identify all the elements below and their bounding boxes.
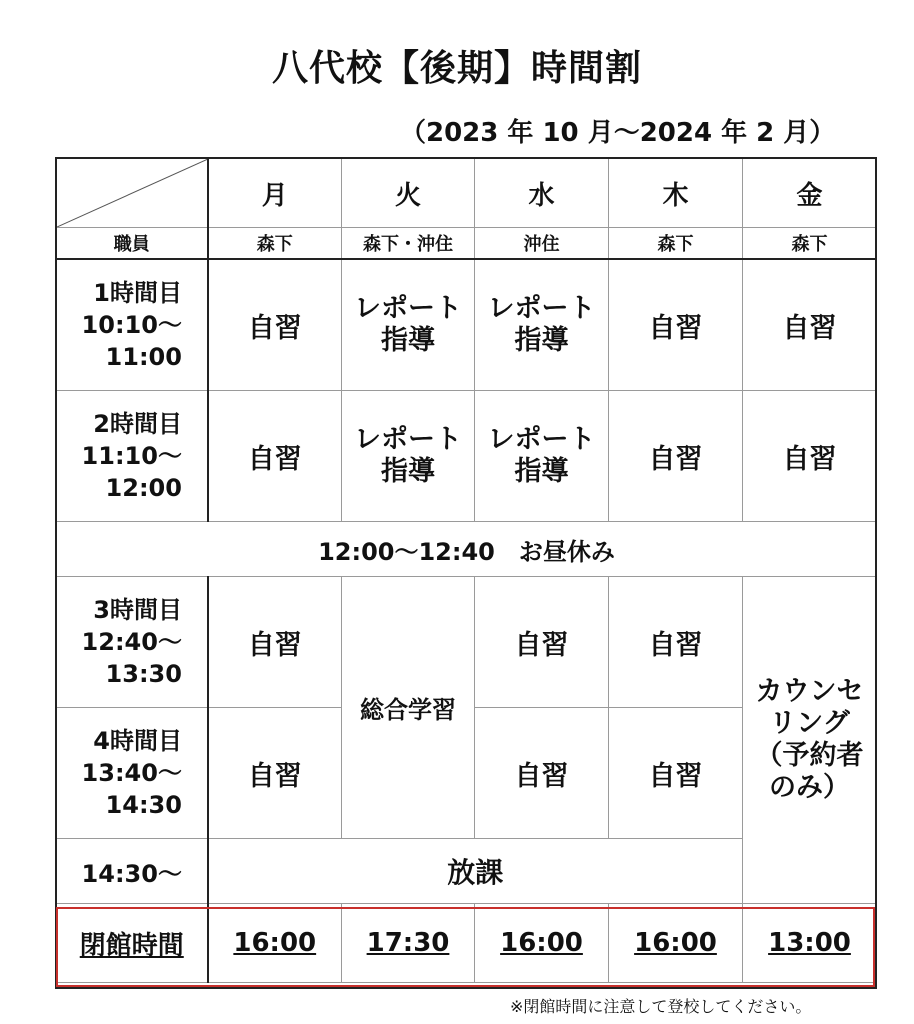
term-period: （2023 年 10 月～2024 年 2 月） xyxy=(400,118,836,148)
p1-fri: 自習 xyxy=(743,259,877,391)
timetable xyxy=(56,158,877,983)
day-header-mon: 月 xyxy=(208,159,342,228)
period-end: 12:00 xyxy=(105,474,182,502)
closing-fri xyxy=(743,904,877,983)
closing-thu xyxy=(609,904,743,983)
period-2-label xyxy=(57,391,208,522)
p2-wed xyxy=(475,391,609,522)
closing-wed xyxy=(475,904,609,983)
p3-mon: 自習 xyxy=(208,577,342,708)
closing-label-text: 閉館時間 xyxy=(79,930,184,961)
p1-tue xyxy=(342,259,475,391)
period-start: 10:10～ xyxy=(81,311,182,339)
lunch-break: 12:00～12:40 お昼休み xyxy=(57,522,877,577)
period-end: 11:00 xyxy=(105,343,182,371)
page-title: 八代校【後期】時間割 xyxy=(271,48,642,89)
p2-tue xyxy=(342,391,475,522)
report-line-1: レポート xyxy=(487,293,596,324)
report-line-1: レポート xyxy=(354,293,462,324)
period-name: 3時間目 xyxy=(93,596,182,624)
staff-fri: 森下 xyxy=(743,228,877,260)
day-header-thu: 木 xyxy=(609,159,743,228)
period-1-label xyxy=(57,259,208,391)
p3-thu: 自習 xyxy=(609,577,743,708)
p3-wed: 自習 xyxy=(475,577,609,708)
day-header-wed: 水 xyxy=(475,159,609,228)
p4-thu: 自習 xyxy=(609,708,743,839)
staff-label: 職員 xyxy=(57,228,208,260)
closing-time: 16:00 xyxy=(500,928,583,958)
period-start: 12:40～ xyxy=(81,628,182,656)
p2-mon: 自習 xyxy=(208,391,342,522)
period-4-label xyxy=(57,708,208,839)
closing-time: 17:30 xyxy=(366,928,450,958)
closing-label xyxy=(57,904,208,983)
report-line-1: レポート xyxy=(354,424,462,455)
staff-wed: 沖住 xyxy=(475,228,609,260)
staff-mon: 森下 xyxy=(208,228,342,260)
p34-tue-integrated: 総合学習 xyxy=(342,577,475,839)
closing-tue xyxy=(342,904,475,983)
day-header-fri: 金 xyxy=(743,159,877,228)
report-line-2: 指導 xyxy=(514,456,569,487)
after-school: 放課 xyxy=(208,839,743,904)
report-line-1: レポート xyxy=(487,424,596,455)
report-line-2: 指導 xyxy=(381,325,435,356)
period-name: 1時間目 xyxy=(93,279,182,307)
period-3-label xyxy=(57,577,208,708)
p1-mon: 自習 xyxy=(208,259,342,391)
period-name: 4時間目 xyxy=(93,727,182,755)
period-name: 2時間目 xyxy=(93,410,182,438)
p1-wed xyxy=(475,259,609,391)
period-end: 13:30 xyxy=(105,660,182,688)
footnote: ※閉館時間に注意して登校してください。 xyxy=(510,997,812,1016)
after-school-time: 14:30～ xyxy=(57,839,208,904)
p2-fri: 自習 xyxy=(743,391,877,522)
corner-cell xyxy=(57,159,208,228)
period-start: 13:40～ xyxy=(81,759,182,787)
staff-thu: 森下 xyxy=(609,228,743,260)
closing-time: 16:00 xyxy=(634,928,717,958)
fri-counseling xyxy=(743,577,877,904)
counseling-line-2: （予約者のみ） xyxy=(755,740,864,803)
p4-mon: 自習 xyxy=(208,708,342,839)
p1-thu: 自習 xyxy=(609,259,743,391)
period-end: 14:30 xyxy=(105,791,182,819)
closing-mon xyxy=(208,904,342,983)
staff-tue: 森下・沖住 xyxy=(342,228,475,260)
counseling-line-1: カウンセリング xyxy=(755,676,864,739)
p2-thu: 自習 xyxy=(609,391,743,522)
period-start: 11:10～ xyxy=(81,442,182,470)
closing-time: 16:00 xyxy=(233,928,317,958)
diagonal-line-icon xyxy=(57,159,208,227)
report-line-2: 指導 xyxy=(381,456,435,487)
p4-wed: 自習 xyxy=(475,708,609,839)
closing-time: 13:00 xyxy=(768,928,851,958)
report-line-2: 指導 xyxy=(514,325,569,356)
day-header-tue: 火 xyxy=(342,159,475,228)
